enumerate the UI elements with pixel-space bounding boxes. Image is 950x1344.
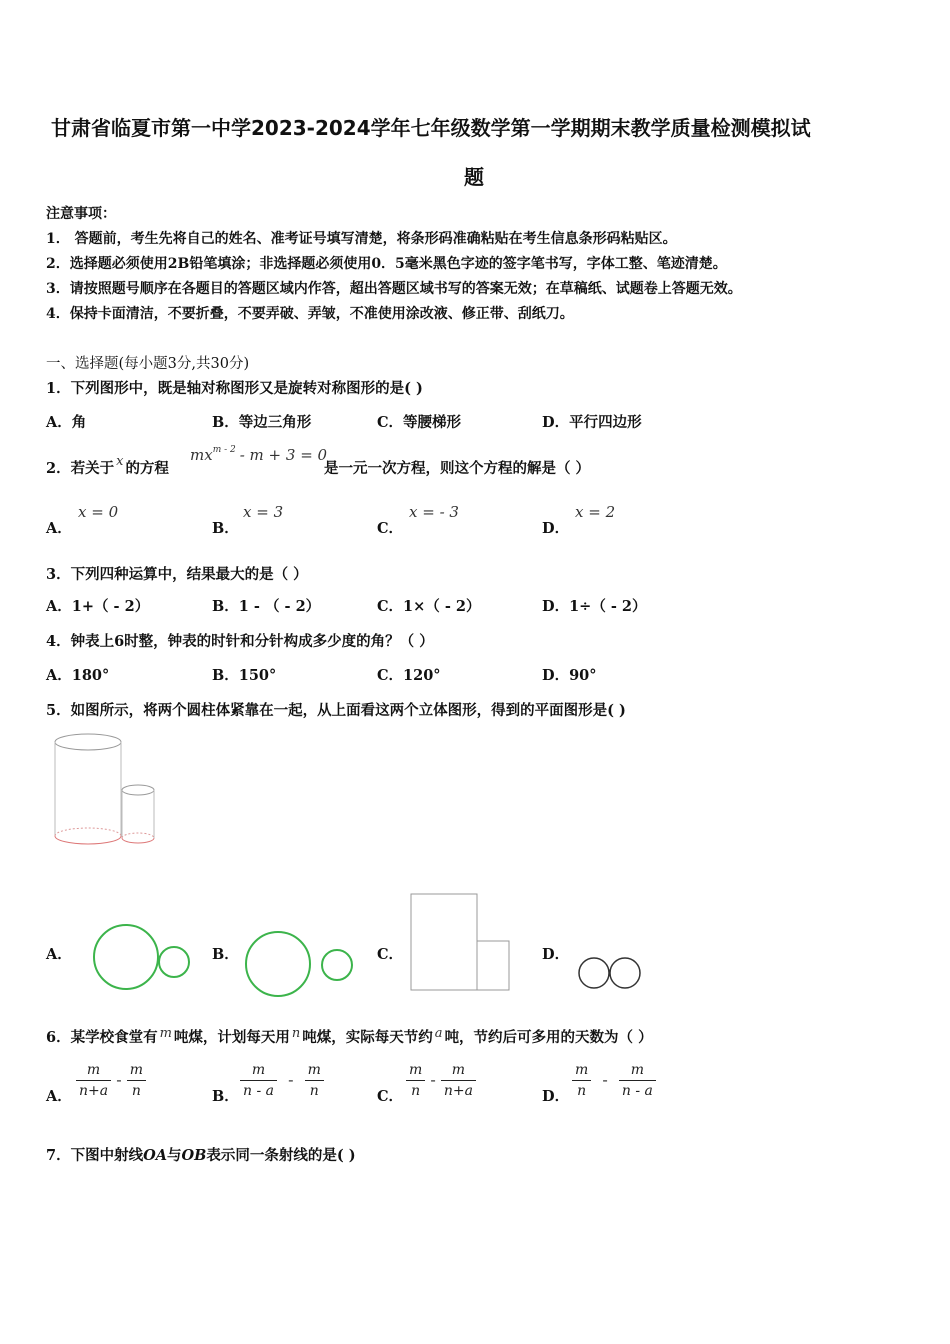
q2-suffix: 是一元一次方程，则这个方程的解是（ ） — [324, 460, 591, 477]
option-a: A． — [46, 1088, 72, 1105]
option-c: C．120° — [377, 667, 441, 684]
cylinders-figure — [50, 728, 160, 852]
q2-mid: 的方程 — [125, 460, 169, 477]
question-2 — [46, 454, 169, 478]
option-d: D． — [542, 946, 570, 963]
option-a: A． — [46, 520, 72, 537]
option-d-value: x = 2 — [575, 503, 616, 521]
option-a: A．180° — [46, 667, 110, 684]
question-1: 1．下列图形中，既是轴对称图形又是旋转对称图形的是( ) — [46, 380, 423, 397]
question-7: 7．下图中射线OA与OB表示同一条射线的是( ) — [46, 1147, 356, 1164]
notice-item: 4．保持卡面清洁，不要折叠，不要弄破、弄皱，不准使用涂改液、修正带、刮纸刀。 — [46, 306, 574, 322]
option-c: C．1×（ - 2） — [377, 598, 481, 615]
option-c: C．等腰梯形 — [377, 414, 462, 431]
option-b: B．等边三角形 — [212, 414, 312, 431]
notice-item: 2．选择题必须使用2B铅笔填涂；非选择题必须使用0．5毫米黑色字迹的签字笔书写，字体工整、笔迹清楚。 — [46, 256, 727, 272]
question-3: 3．下列四种运算中，结果最大的是（ ） — [46, 566, 308, 583]
q2-equation: $mx^{m - 2} - m + 3 = 0$ — [190, 445, 328, 464]
option-b-expression: $\frac{m}{n - a}$ - $\frac{m}{n}$ — [240, 1062, 324, 1099]
option-b: B．150° — [212, 667, 277, 684]
option-b: B． — [212, 946, 239, 963]
option-d: D．1÷（ - 2） — [542, 598, 647, 615]
question-6: 6．某学校食堂有 m 吨煤，计划每天用 n 吨煤，实际每天节约 a 吨，节约后可多用的天数为（ ） — [46, 1026, 653, 1046]
notice-item: 1． 答题前，考生先将自己的姓名、准考证号填写清楚，将条形码准确粘贴在考生信息条形码粘贴区。 — [46, 231, 677, 247]
question-4: 4．钟表上6时整，钟表的时针和分针构成多少度的角？（ ） — [46, 633, 434, 650]
option-c: C． — [377, 1088, 404, 1105]
option-c: C． — [377, 946, 404, 963]
option-d: D． — [542, 1088, 570, 1105]
option-a: A．1+（ - 2） — [46, 598, 150, 615]
option-a-expression: $\frac{m}{n+a}$ - $\frac{m}{n}$ — [76, 1062, 146, 1099]
option-a-figure — [90, 920, 200, 996]
option-a: A．角 — [46, 414, 87, 431]
option-c-value: x = - 3 — [409, 503, 459, 521]
section-heading: 一、选择题(每小题3分,共30分) — [46, 356, 250, 372]
option-b-value: x = 3 — [243, 503, 284, 521]
option-c: C． — [377, 520, 404, 537]
notice-heading: 注意事项： — [46, 206, 116, 222]
option-b: B． — [212, 520, 239, 537]
option-b: B． — [212, 1088, 239, 1105]
option-d: D．平行四边形 — [542, 414, 642, 431]
option-c-expression: $\frac{m}{n}$ - $\frac{m}{n+a}$ — [406, 1062, 476, 1099]
page-title-continued: 题 — [464, 165, 484, 189]
option-a-value: x = 0 — [78, 503, 119, 521]
page-title: 甘肃省临夏市第一中学2023-2024学年七年级数学第一学期期末教学质量检测模拟试 — [51, 116, 811, 140]
q2-prefix: 2．若关于 — [46, 460, 115, 477]
option-d: D． — [542, 520, 570, 537]
option-d: D．90° — [542, 667, 597, 684]
option-d-expression: $\frac{m}{n}$ - $\frac{m}{n - a}$ — [572, 1062, 656, 1099]
option-b: B．1 - （ - 2） — [212, 598, 321, 615]
q2-variable: x — [116, 454, 124, 469]
option-b-figure — [240, 927, 360, 1003]
question-5: 5．如图所示，将两个圆柱体紧靠在一起，从上面看这两个立体图形，得到的平面图形是( ) — [46, 702, 626, 719]
option-a: A． — [46, 946, 72, 963]
option-d-figure — [574, 954, 646, 994]
option-c-figure — [405, 890, 517, 994]
notice-item: 3．请按照题号顺序在各题目的答题区域内作答，超出答题区域书写的答案无效；在草稿纸、试题卷上答题无效。 — [46, 281, 742, 297]
